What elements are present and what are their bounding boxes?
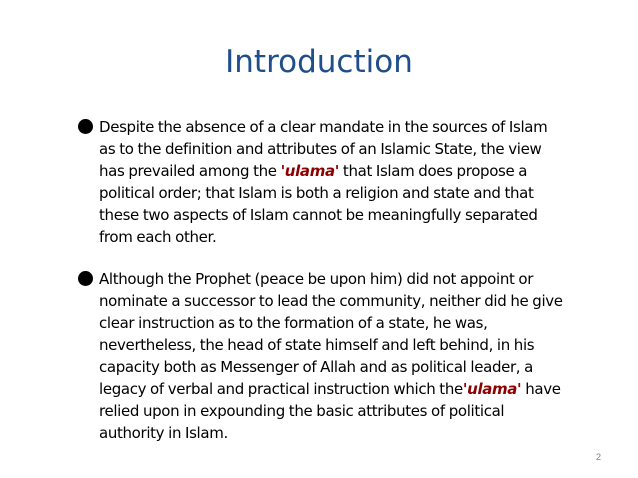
bullet-2-line-7: relied upon in expounding the basic attributes of political [99, 402, 505, 420]
bullet-2-line-4: nevertheless, the head of state himself and left behind, in his [99, 336, 535, 354]
bullet-dot-icon [78, 119, 93, 134]
bullet-item-1 [78, 116, 618, 248]
bullet-2-line-2: nominate a successor to lead the community, neither did he give [99, 292, 563, 310]
bullet-list [78, 116, 618, 464]
bullet-1-line-2: as to the definition and attributes of an Islamic State, the view [99, 140, 542, 158]
bullet-1-line-5: these two aspects of Islam cannot be meaningfully separated [99, 206, 538, 224]
slide-title: Introduction [225, 44, 413, 80]
ulama-emphasis: 'ulama' [462, 380, 522, 398]
bullet-1-line-3 [99, 160, 618, 182]
bullet-1-line-3-pre: has prevailed among the [99, 162, 281, 180]
bullet-2-line-1: Although the Prophet (peace be upon him) did not appoint or [99, 270, 534, 288]
bullet-dot-icon [78, 271, 93, 286]
bullet-2-line-5: capacity both as Messenger of Allah and as political leader, a [99, 358, 533, 376]
bullet-item-2 [78, 268, 618, 444]
bullet-1-line-4: political order; that Islam is both a religion and state and that [99, 184, 534, 202]
bullet-2-line-6 [99, 378, 618, 400]
page-number: 2 [595, 452, 601, 462]
bullet-1-line-3-post: that Islam does propose a [339, 162, 528, 180]
bullet-1-line-1: Despite the absence of a clear mandate in the sources of Islam [99, 118, 548, 136]
bullet-2-line-6-post: have [521, 380, 561, 398]
ulama-emphasis: 'ulama' [280, 162, 339, 180]
bullet-2-line-8: authority in Islam. [99, 424, 228, 442]
bullet-2-line-3: clear instruction as to the formation of a state, he was, [99, 314, 488, 332]
bullet-1-line-6: from each other. [99, 228, 217, 246]
bullet-2-line-6-pre: legacy of verbal and practical instruction which the [99, 380, 463, 398]
